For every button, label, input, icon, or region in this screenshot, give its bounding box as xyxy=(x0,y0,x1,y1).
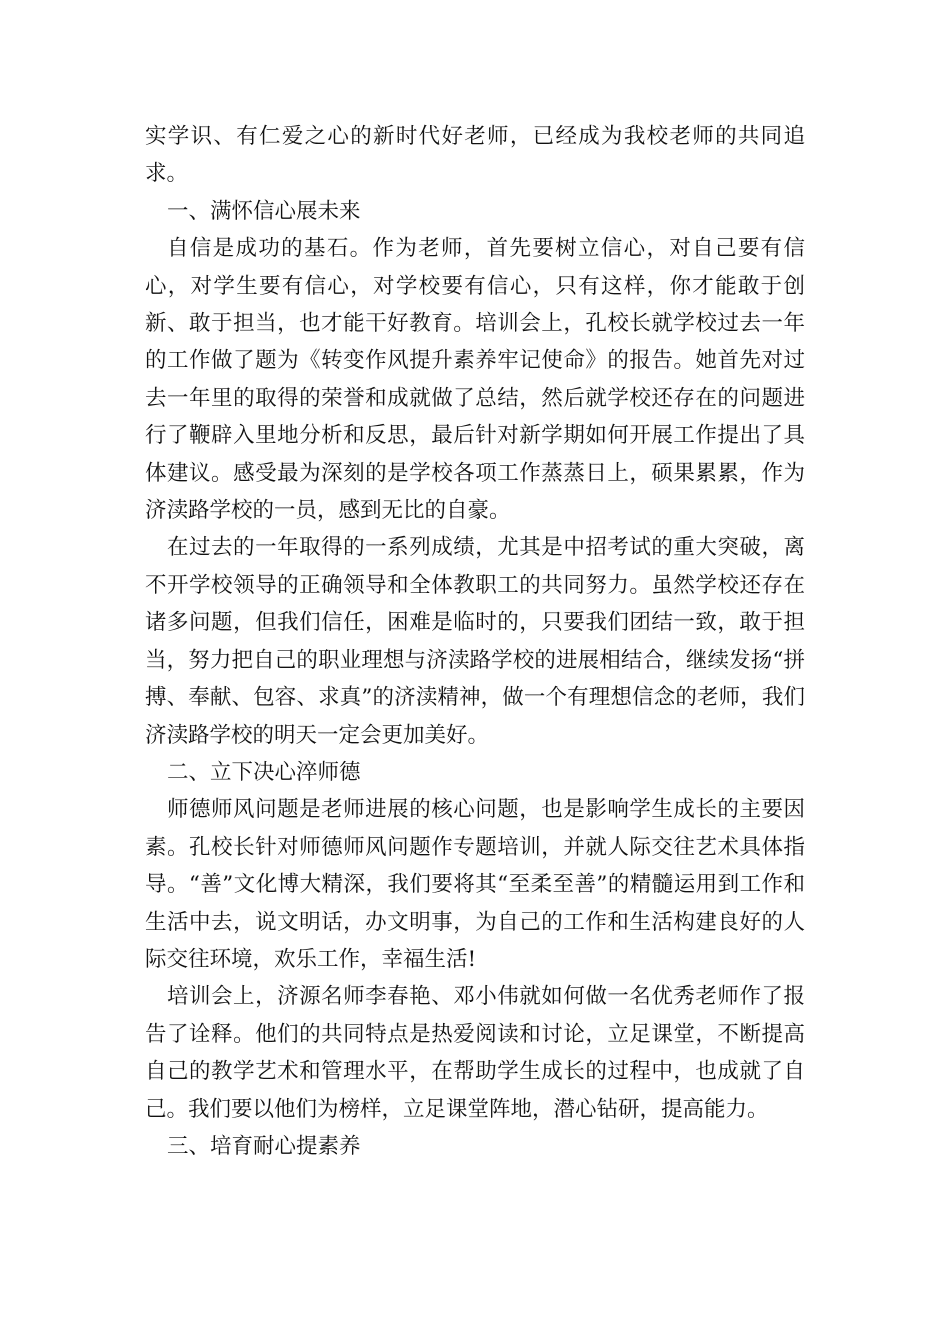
paragraph-famous-teachers: 培训会上，济源名师李春艳、邓小伟就如何做一名优秀老师作了报告了诠释。他们的共同特点是热爱阅读和讨论，立足课堂，不断提高自己的教学艺术和管理水平，在帮助学生成长的过程中，也成就了自己。我们要以他们为榜样，立足课堂阵地，潜心钻研，提高能力。 xyxy=(145,984,805,1122)
paragraph-ethics: 师德师风问题是老师进展的核心问题，也是影响学生成长的主要因素。孔校长针对师德师风问题作专题培训，并就人际交往艺术具体指导。“善”文化博大精深，我们要将其“至柔至善”的精髓运用到工作和生活中去，说文明话，办文明事，为自己的工作和生活构建良好的人际交往环境，欢乐工作，幸福生活! xyxy=(145,797,805,972)
document-page xyxy=(145,118,805,1165)
section-heading-2: 二、立下决心淬师德 xyxy=(167,759,361,785)
paragraph-continuation: 实学识、有仁爱之心的新时代好老师，已经成为我校老师的共同追求。 xyxy=(145,124,805,187)
section-heading-1: 一、满怀信心展未来 xyxy=(167,198,361,224)
section-heading-3: 三、培育耐心提素养 xyxy=(167,1133,361,1159)
paragraph-confidence: 自信是成功的基石。作为老师，首先要树立信心，对自己要有信心，对学生要有信心，对学校要有信心，只有这样，你才能敢于创新、敢于担当，也才能干好教育。培训会上，孔校长就学校过去一年的工作做了题为《转变作风提升素养牢记使命》的报告。她首先对过去一年里的取得的荣誉和成就做了总结，然后就学校还存在的问题进行了鞭辟入里地分析和反思，最后针对新学期如何开展工作提出了具体建议。感受最为深刻的是学校各项工作蒸蒸日上，硕果累累，作为济渎路学校的一员，感到无比的自豪。 xyxy=(145,236,805,524)
paragraph-achievements: 在过去的一年取得的一系列成绩，尤其是中招考试的重大突破，离不开学校领导的正确领导和全体教职工的共同努力。虽然学校还存在诸多问题，但我们信任，困难是临时的，只要我们团结一致，敢于担当，努力把自己的职业理想与济渎路学校的进展相结合，继续发扬“拼搏、奉献、包容、求真”的济渎精神，做一个有理想信念的老师，我们济渎路学校的明天一定会更加美好。 xyxy=(145,535,805,748)
